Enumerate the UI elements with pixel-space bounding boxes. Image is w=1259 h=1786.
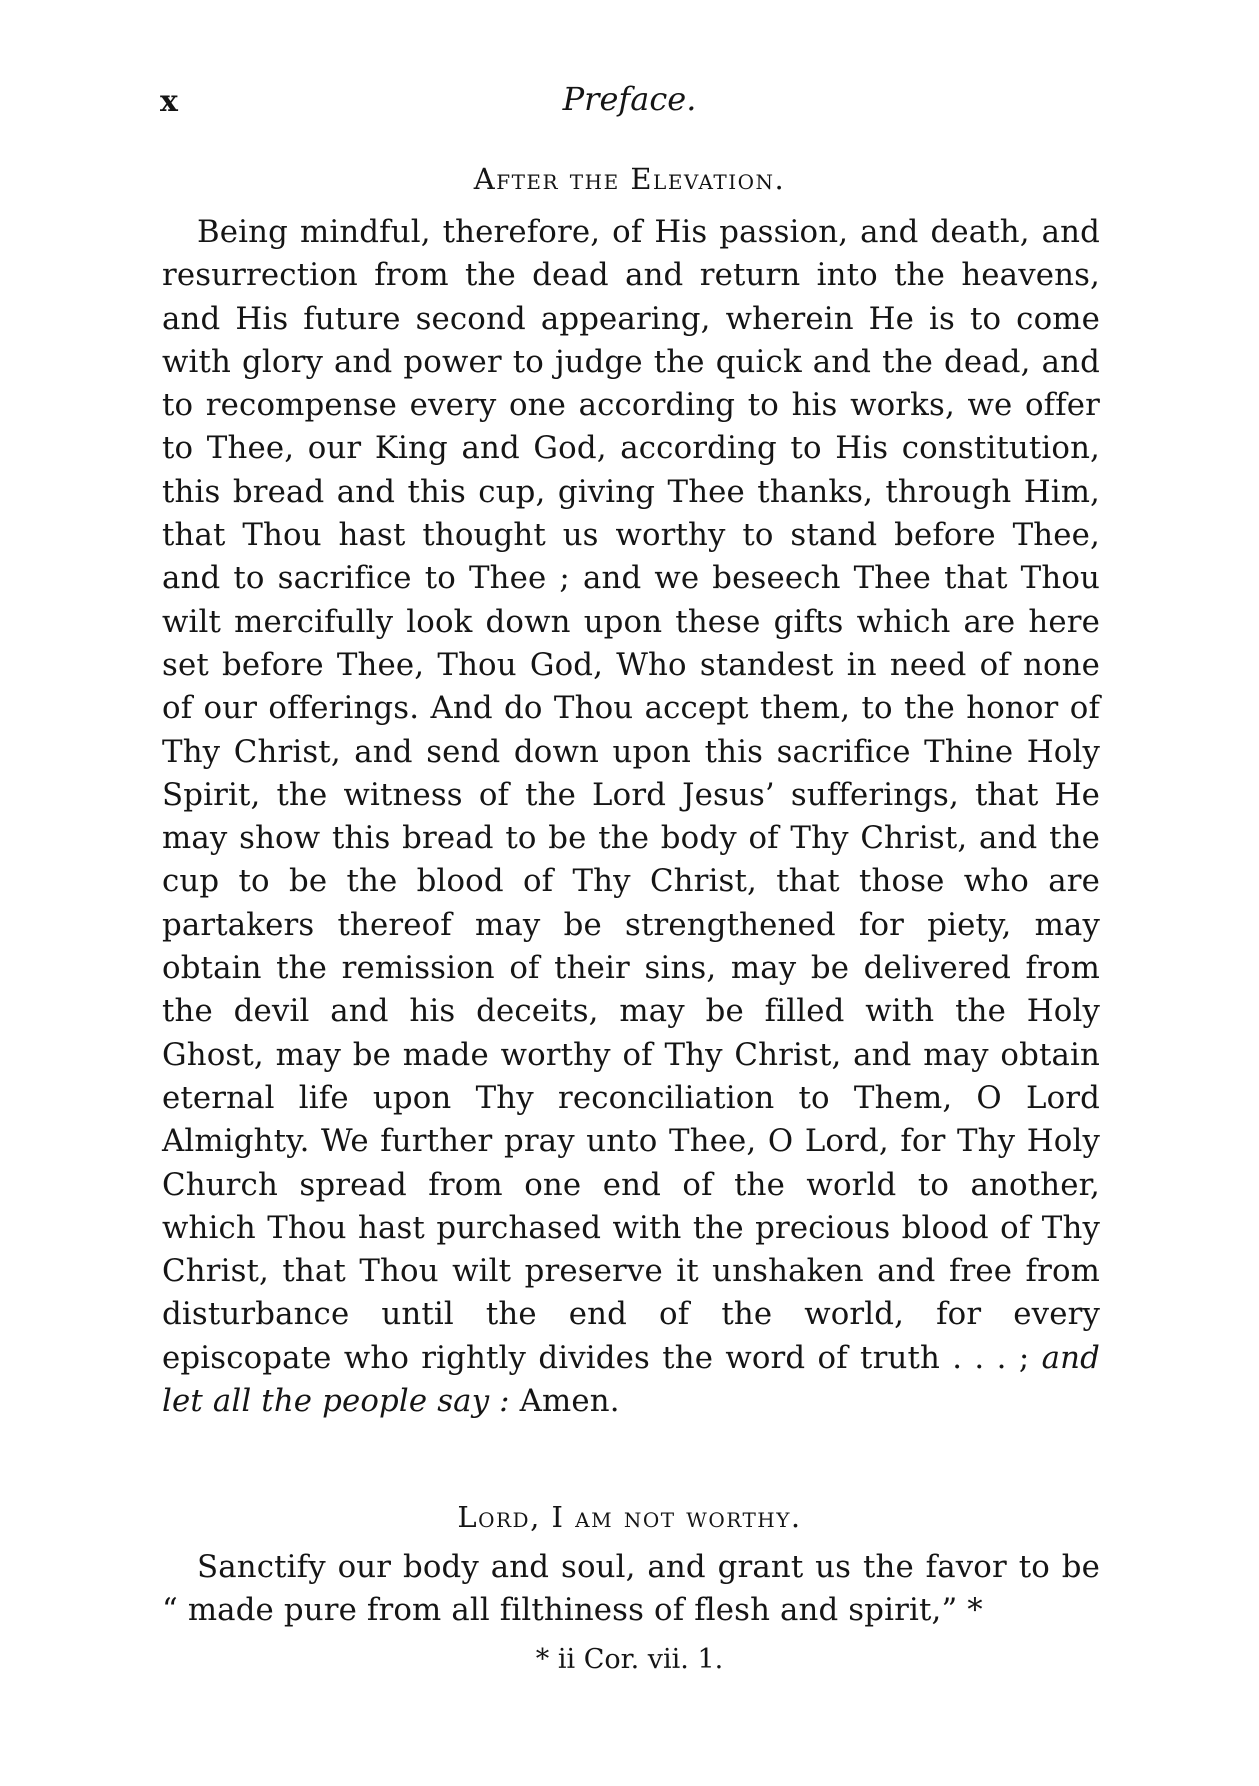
page-number: x — [160, 84, 178, 119]
paragraph-amen: Amen. — [509, 1383, 620, 1420]
paragraph-italic-rubric: and let all the people say : — [162, 1339, 1100, 1420]
running-head — [160, 80, 1099, 130]
paragraph-after-elevation — [162, 211, 1100, 1423]
section-heading-after-elevation: After the Elevation. — [473, 162, 786, 196]
footnote: * ii Cor. vii. 1. — [535, 1644, 724, 1675]
paragraph-lord-not-worthy: Sanctify our body and soul, and grant us the favor to be “ made pure from all filthiness of flesh and spirit,” * — [162, 1549, 1100, 1629]
paragraph-text: Being mindful, therefore, of His passion, and death, and resurrection from the dead and return into the heavens, and His future second appearing, wherein He is to come with glory and power to judge the quick and the dead, and to recompense every one according to his works, we offer to Thee, our King and God, according to His constitution, this bread and this cup, giving Thee thanks, through Him, that Thou hast thought us worthy to stand before Thee, and to sacrifice to Thee ; and we beseech Thee that Thou wilt mercifully look down upon these gifts which are here set before Thee, Thou God, Who standest in need of none of our offerings. And do Thou accept them, to the honor of Thy Christ, and send down upon this sacrifice Thine Holy Spirit, the witness of the Lord Jesus’ sufferings, that He may show this bread to be the body of Thy Christ, and the cup to be the blood of Thy Christ, that those who are partakers thereof may be strengthened for piety, may obtain the remission of their sins, may be delivered from the devil and his deceits, may be filled with the Holy Ghost, may be made worthy of Thy Christ, and may obtain eternal life upon Thy reconciliation to Them, O Lord Almighty. We further pray unto Thee, O Lord, for Thy Holy Church spread from one end of the world to another, which Thou hast purchased with the precious blood of Thy Christ, that Thou wilt preserve it unshaken and free from disturbance until the end of the world, for every episcopate who rightly divides the word of truth . . . ; — [162, 214, 1100, 1376]
running-title: Preface. — [562, 80, 697, 118]
section-heading-lord-not-worthy: Lord, I am not worthy. — [457, 1500, 802, 1534]
